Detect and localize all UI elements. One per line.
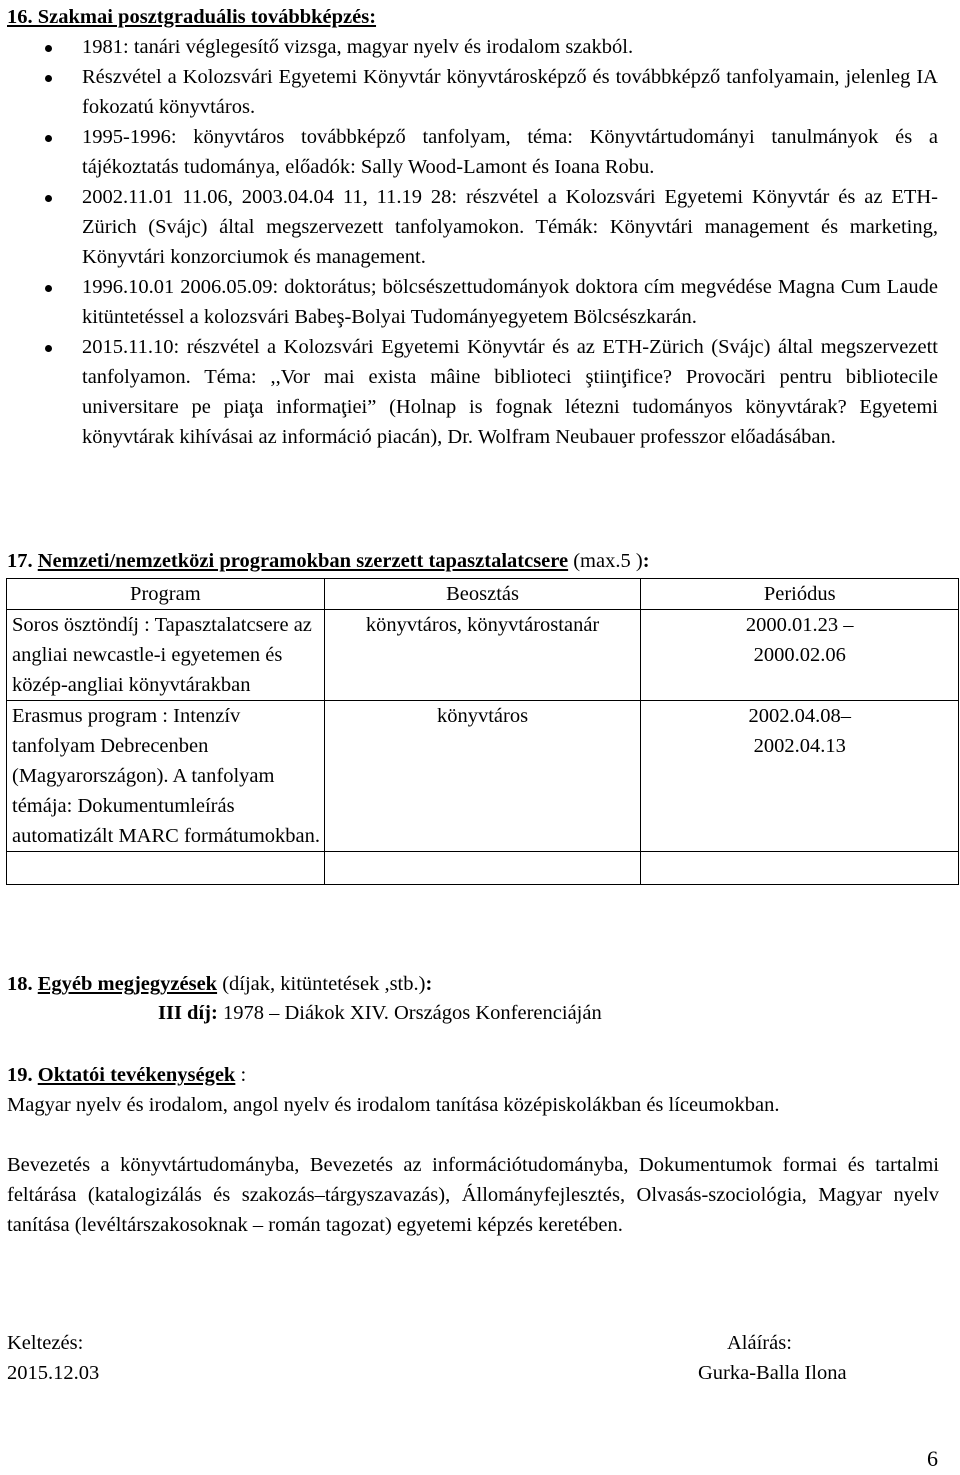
award-label: III díj: bbox=[158, 1002, 218, 1024]
column-header-role: Beosztás bbox=[324, 579, 641, 610]
list-item bbox=[0, 122, 960, 182]
exchange-programs-table bbox=[6, 578, 959, 885]
list-item-text: 1996.10.01 2006.05.09: doktorátus; bölcsészettudományok doktora cím megvédése Magna Cum Laude kitüntetéssel a kolozsvári Babeş-Bolyai Tudományegyetem Bölcsészkarán. bbox=[82, 276, 938, 328]
period-cell bbox=[641, 610, 959, 701]
bullet-icon bbox=[45, 345, 52, 352]
award-line bbox=[158, 998, 602, 1028]
bullet-icon bbox=[45, 135, 52, 142]
date-label: Keltezés: bbox=[7, 1332, 84, 1354]
period-from: 2000.01.23 – bbox=[745, 614, 854, 636]
teaching-paragraph-1: Magyar nyelv és irodalom, angol nyelv és irodalom tanítása középiskolákban és líceumokban. bbox=[7, 1094, 780, 1116]
teaching-paragraph-2: Bevezetés a könyvtártudományba, Bevezetés az információtudományba, Dokumentumok formai és tartalmi feltárása (katalogizálás és szakozás–tárgyszavazás), Állományfejlesztés, Olvasás-szociológia, Magyar nyelv tanítása (levéltárszakosoknak – román tagozat) egyetemi képzés keretében. bbox=[7, 1154, 939, 1236]
bullet-icon bbox=[45, 285, 52, 292]
list-item-text: 2015.11.10: részvétel a Kolozsvári Egyetemi Könyvtár és az ETH-Zürich (Svájc) által megszervezett tanfolyamon. Téma: ,,Vor mai exista mâine biblioteci ştiinţifice? Provocări pentru bibliotecile universitare pe piaţa informaţiei” (Holnap is fognak létezni tudományos könyvtárak? Egyetemi könyvtárak kihívásai az információ piacán), Dr. Wolfram Neubauer professzor előadásában. bbox=[82, 336, 938, 448]
list-item bbox=[0, 62, 960, 122]
period-to: 2000.02.06 bbox=[753, 644, 846, 666]
table-row-empty bbox=[7, 852, 959, 885]
signature-label: Aláírás: bbox=[727, 1332, 792, 1354]
list-item-text: 1995-1996: könyvtáros továbbképző tanfolyam, téma: Könyvtártudományi tanulmányok és a tájékoztatás tudománya, előadók: Sally Wood-Lamont és Ioana Robu. bbox=[82, 126, 938, 178]
section-18-title: 18. Egyéb megjegyzések (díjak, kitüntetések ,stb.): bbox=[7, 973, 433, 995]
program-cell: Soros ösztöndíj : Tapasztalatcsere az angliai newcastle-i egyetemen és közép-angliai könyvtárakban bbox=[7, 610, 325, 701]
list-item bbox=[0, 32, 960, 62]
table-header-row bbox=[7, 579, 959, 610]
signature-name: Gurka-Balla Ilona bbox=[698, 1362, 847, 1384]
column-header-period: Periódus bbox=[641, 579, 959, 610]
award-text: 1978 – Diákok XIV. Országos Konferenciáján bbox=[222, 1002, 602, 1024]
table-row bbox=[7, 701, 959, 852]
period-to: 2002.04.13 bbox=[753, 735, 846, 757]
section-16-title: 16. Szakmai posztgraduális továbbképzés: bbox=[7, 6, 377, 28]
column-header-program: Program bbox=[7, 579, 325, 610]
bullet-icon bbox=[45, 75, 52, 82]
list-item bbox=[0, 332, 960, 452]
page-number: 6 bbox=[927, 1446, 938, 1471]
role-cell: könyvtáros, könyvtárostanár bbox=[324, 610, 641, 701]
list-item-text: 2002.11.01 11.06, 2003.04.04 11, 11.19 28: részvétel a Kolozsvári Egyetemi Könyvtár és az ETH-Zürich (Svájc) által megszervezett tanfolyamokon. Témák: Könyvtári management és marketing, Könyvtári konzorciumok és management. bbox=[82, 186, 938, 268]
date-value: 2015.12.03 bbox=[7, 1362, 100, 1384]
role-cell: könyvtáros bbox=[324, 701, 641, 852]
section-19-title: 19. Oktatói tevékenységek : bbox=[7, 1064, 247, 1086]
list-item-text: 1981: tanári véglegesítő vizsga, magyar nyelv és irodalom szakból. bbox=[82, 36, 634, 58]
list-item bbox=[0, 182, 960, 272]
bullet-icon bbox=[45, 195, 52, 202]
program-cell: Erasmus program : Intenzív tanfolyam Debrecenben (Magyarországon). A tanfolyam témája: Dokumentumleírás automatizált MARC formátumokban. bbox=[7, 701, 325, 852]
section-17-title: 17. Nemzeti/nemzetközi programokban szerzett tapasztalatcsere (max.5 ): bbox=[7, 550, 650, 572]
section-16-list bbox=[0, 32, 960, 452]
list-item bbox=[0, 272, 960, 332]
period-from: 2002.04.08– bbox=[748, 705, 851, 727]
period-cell bbox=[641, 701, 959, 852]
list-item-text: Részvétel a Kolozsvári Egyetemi Könyvtár könyvtárosképző és továbbképző tanfolyamain, jelenleg IA fokozatú könyvtáros. bbox=[82, 66, 938, 118]
table-row bbox=[7, 610, 959, 701]
bullet-icon bbox=[45, 45, 52, 52]
